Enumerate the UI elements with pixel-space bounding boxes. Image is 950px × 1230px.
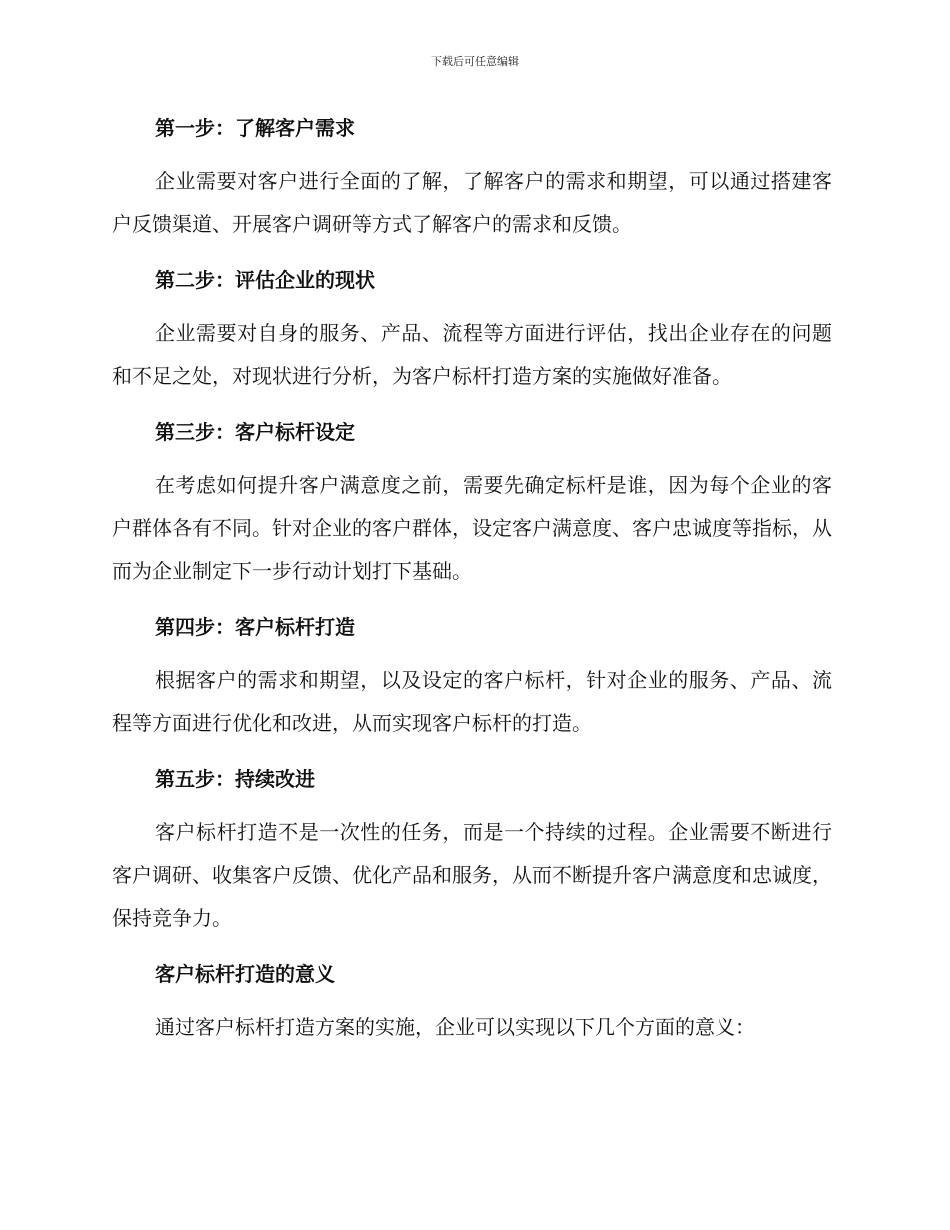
section-step-4 [112,607,832,745]
section-step-5 [112,759,832,940]
section-heading: 第一步：了解客户需求 [155,116,355,140]
page-header: 下载后可任意编辑 [431,55,519,68]
section-heading: 第三步：客户标杆设定 [155,420,355,444]
section-heading: 客户标杆打造的意义 [155,962,335,986]
section-heading: 第二步：评估企业的现状 [155,268,375,292]
section-paragraph: 在考虑如何提升客户满意度之前，需要先确定标杆是谁，因为每个企业的客户群体各有不同。针对企业的客户群体，设定客户满意度、客户忠诚度等指标，从而为企业制定下一步行动计划打下基础。 [112,473,832,583]
section-step-2 [112,260,832,398]
document-body [112,108,832,1063]
section-significance [112,954,832,1049]
section-step-3 [112,412,832,593]
section-paragraph: 企业需要对自身的服务、产品、流程等方面进行评估，找出企业存在的问题和不足之处，对现状进行分析，为客户标杆打造方案的实施做好准备。 [112,321,832,388]
section-step-1 [112,108,832,246]
section-paragraph: 通过客户标杆打造方案的实施，企业可以实现以下几个方面的意义： [155,1015,755,1039]
section-heading: 第五步：持续改进 [155,767,315,791]
section-heading: 第四步：客户标杆打造 [155,615,355,639]
section-paragraph: 客户标杆打造不是一次性的任务，而是一个持续的过程。企业需要不断进行客户调研、收集客户反馈、优化产品和服务，从而不断提升客户满意度和忠诚度，保持竞争力。 [112,820,832,930]
section-paragraph: 根据客户的需求和期望，以及设定的客户标杆，针对企业的服务、产品、流程等方面进行优化和改进，从而实现客户标杆的打造。 [112,668,832,735]
section-paragraph: 企业需要对客户进行全面的了解，了解客户的需求和期望，可以通过搭建客户反馈渠道、开展客户调研等方式了解客户的需求和反馈。 [112,169,832,236]
